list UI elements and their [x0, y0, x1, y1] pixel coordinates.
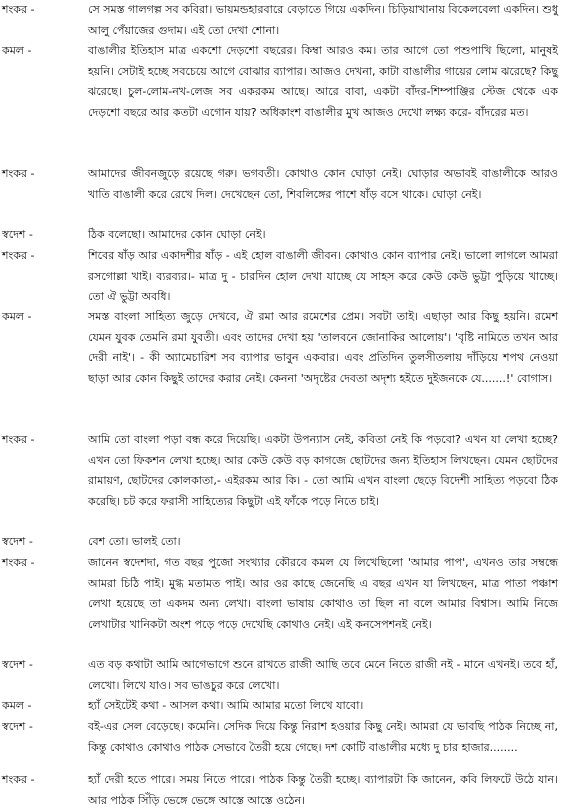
speaker-label: শংকর - — [2, 556, 35, 569]
dialogue-text: শিবের ষাঁড় আর একাদশীর ষাঁড় - এই হোল বাঙালী জীবন। কোথাও কোন ব্যাপার নেই। ভালো লাগলে আমরা রসগোল্লা খাই। ব্যরব্যর।- মাত্র দু - চারদিন হোল দেখা যাচ্ছে যে সাহস করে কেউ কেউ ভুট্টা পুড়িয়ে খাচ্ছে। তো ঐ ভুট্টা অবধি। — [88, 249, 558, 303]
dialogue-text: সমস্ত বাংলা সাহিত্য জুড়ে দেখবে, ঐ রমা আর রমেশের প্রেম। সবটা তাই। এছাড়া আর কিছু হয়নি। রমেশ যেমন যুবক তেমনি রমা যুবতী। এবং তাদের দেখা হয় 'তালবনে জোনাকির আলোয়'। 'বৃষ্টি নামিতে তখন আর দেরী নাই'। - কী অ্যামেচারিশ সব ব্যাপার ভাবুন একবার। এবং প্রতিদিন তুলসীতলায় দাঁড়িয়ে শপথ নেওয়া ছাড়া আর কোন কিছুই তাদের করার নেই। কেননা 'অদৃষ্টের দেবতা অদৃশ্য হইতে দুইজনকে যে.......!' বোগাস। — [88, 310, 558, 385]
speaker-label: কমল - — [2, 699, 32, 712]
speaker-label: কমল - — [2, 44, 32, 57]
dialogue-text: আমাদের জীবনজুড়ে রয়েছে গরু। ভগবতী। কোথাও কোন ঘোড়া নেই। ঘোড়ার অভাবই বাঙালীকে আরও খাতি বাঙালী করে রেখে দিল। দেখেছেন তো, শিবলিঙ্গের পাশে ষাঁড় বসে থাকে। ঘোড়া নেই। — [88, 167, 558, 201]
speaker-label: স্বদেশ - — [2, 720, 33, 733]
dialogue-text: জানেন স্বদেশদা, গত বছর পুজো সংখ্যার কৌরবে কমল যে লিখেছিলো 'আমার পাপ', এখনও তার সম্বন্ধে আমরা চিঠি পাই। মুগ্ধ মতামত পাই। আর ওর কাছে জেনেছি এ বছর এখন যা লিখছেন, মাত্র পাতা পঞ্চাশ লেখা হয়েছে তা একদম অন্য লেখা। বাংলা ভাষায় কোথাও তা ছিল না বলে আমার বিশ্বাস। আমি নিজে লেখাটার খানিকটা অংশ পড়ে পড়ে দেখেছি কোথাও নেই। এই কনসেপশনই নেই। — [88, 556, 558, 631]
dialogue-text: হ্যাঁ সেইটেই কথা - আসল কথা। আমি আমার মতো লিখে যাবো। — [88, 699, 364, 712]
speaker-label: স্বদেশ - — [2, 535, 33, 548]
dialogue-text: বই-এর সেল বেড়েছে। কমেনি। সেদিক দিয়ে কিন্তু নিরাশ হওয়ার কিছু নেই। আমরা যে ভাবছি পাঠক নিচ্ছে না, কিন্তু কোথাও কোথাও পাঠক সেভাবে তৈরী হয়ে গেছে। দশ কোটি বাঙালীর মধ্যে দু চার হাজার........ — [88, 720, 558, 754]
dialogue-text: ঠিক বলেছো। আমাদের কোন ঘোড়া নেই। — [88, 228, 266, 241]
dialogue-text: আমি তো বাংলা পড়া বন্ধ করে দিয়েছি। একটা উপন্যাস নেই, কবিতা নেই কি পড়বো? এখন যা লেখা হচ্ছে? এখন তো ফিকশন লেখা হচ্ছে। আর কেউ কেউ বড় কাগজে ছোটদের জন্য ইতিহাস লিখছেন। যেমন ছোটদের রামায়ণ, ছোটদের কোলকাতা,- এইরকম আর কি। - তো আমি এখন বাংলা ছেড়ে বিদেশী সাহিত্য পড়বো ঠিক করেছি। চট করে ফরাসী সাহিত্যের কিছুটা এই ফাঁকে পড়ে নিতে চাই। — [88, 433, 558, 508]
dialogue-text: সে সমস্ত গালগল্প সব কবিরা। ভায়মন্ডহারবারে বেড়াতে গিয়ে একদিন। চিড়িয়াখানায় বিকেলবেলা একদিন। শুধু আলু পেঁয়াজের গুদাম। এই তো দেখা শোনা। — [88, 3, 558, 37]
speaker-label: শংকর - — [2, 433, 35, 446]
speaker-label: শংকর - — [2, 773, 35, 786]
speaker-label: স্বদেশ - — [2, 658, 33, 671]
speaker-label: শংকর - — [2, 167, 35, 180]
speaker-label: শংকর - — [2, 249, 35, 262]
speaker-label: কমল - — [2, 310, 32, 323]
speaker-label: স্বদেশ - — [2, 228, 33, 241]
dialogue-text: বেশ তো। ভালই তো। — [88, 535, 181, 548]
dialogue-text: হ্যাঁ দেরী হতে পারে। সময় নিতে পারে। পাঠক কিন্তু তৈরী হচ্ছে। ব্যাপারটা কি জানেন, কবি লিফটে উঠে যান। আর পাঠক সিঁড়ি ভেঙ্গে ভেঙ্গে আস্তে আস্তে ওঠেন। — [88, 773, 558, 807]
speaker-label: শংকর - — [2, 3, 35, 16]
dialogue-text: এত বড় কথাটা আমি আগেভাগে শুনে রাখতে রাজী আছি তবে মেনে নিতে রাজী নই - মানে এখনই। তবে হাঁ, লেখো। লিখে যাও। সব ভাঙচুর করে লেখো। — [88, 658, 558, 692]
dialogue-text: বাঙালীর ইতিহাস মাত্র একশো দেড়শো বছরের। কিম্বা আরও কম। তার আগে তো পশুপাখি ছিলো, মানুষই হয়নি। সেটাই হচ্ছে সবচেয়ে আগে বোঝার ব্যাপার। আজও দেখনা, কাটা বাঙালীর গায়ের লোম ঝরেছে? কিছু ঝরেছে। চুল-লোম-নখ-লেজ সব একরকম আছে। আরে বাবা, একটা বাঁদর-শিম্পাঞ্জির স্টেজ থেকে এক দেড়শো বছরে আর কতটা এগোন যায়? অধিকাংশ বাঙালীর মুখ আজও দেখো লক্ষ্য করে- বাঁদরের মত। — [88, 44, 558, 119]
